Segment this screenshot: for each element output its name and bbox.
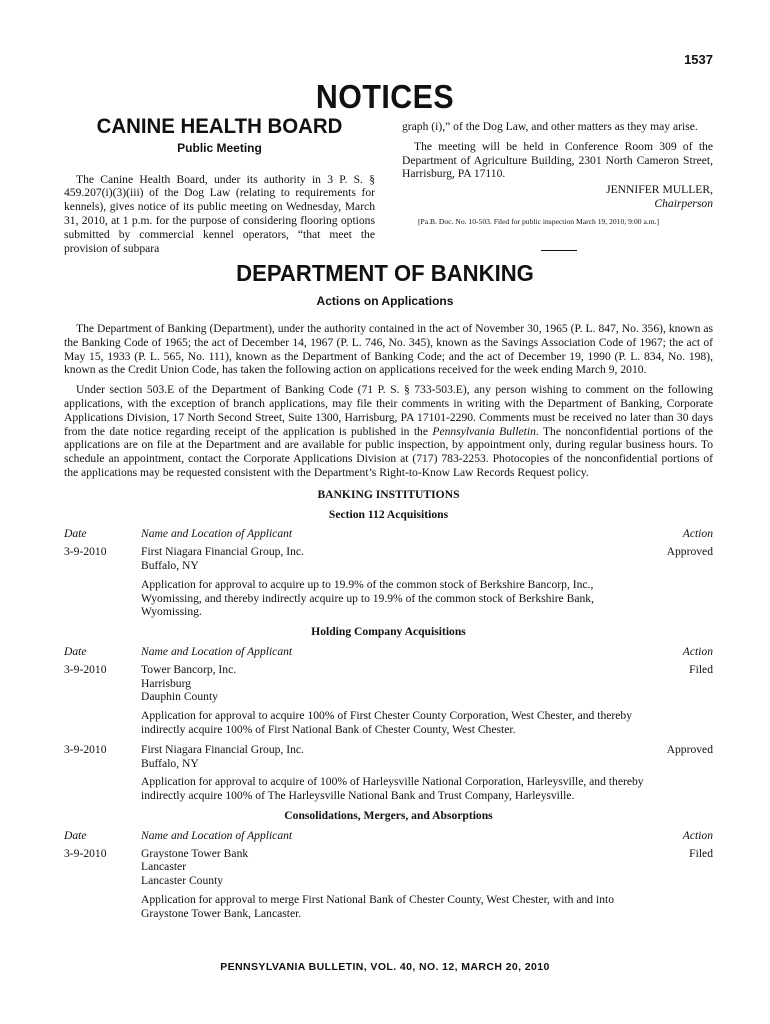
banking-subtitle: Actions on Applications [316,294,454,308]
applicant-line: Buffalo, NY [141,558,199,572]
entry-date: 3-9-2010 [64,545,107,559]
sections-container [64,508,713,921]
canine-paragraph-1: The Canine Health Board, under its authority in 3 P. S. § 459.207(i)(3)(iii) of the Dog Law (relating to requirements for kennels), gives notice of its public meeting on Wednesday, March 31, 2010, at 1 p.m. for the purpose of considering flooring options submitted by commercial kennel operators, “that meet the provision of subpara [64,172,375,255]
entry-description: Application for approval to merge First National Bank of Chester County, West Chester, with and into Graystone Tower Bank, Lancaster. [141,892,615,920]
applicant-line: Lancaster [141,860,187,874]
column-header-row [64,645,713,659]
doc-note: [Pa.B. Doc. No. 10-503. Filed for public inspection March 19, 2010, 9:00 a.m.] [418,216,660,226]
column-header-name: Name and Location of Applicant [141,527,293,541]
application-entry [64,545,713,573]
entry-applicant [141,545,603,573]
column-header-date: Date [64,644,87,658]
banking-paragraph-2 [64,383,713,480]
column-header-name: Name and Location of Applicant [141,644,293,658]
applicant-line: Harrisburg [141,676,192,690]
signer-name: JENNIFER MULLER, [606,183,713,197]
section-title: Consolidations, Mergers, and Absorptions [284,808,493,822]
application-entry [64,847,713,888]
application-entry [64,743,713,771]
page-footer: PENNSYLVANIA BULLETIN, VOL. 40, NO. 12, MARCH 20, 2010 [220,961,550,973]
banking-paragraph-1: The Department of Banking (Department), under the authority contained in the act of November 30, 1965 (P. L. 847, No. 356), known as the Banking Code of 1965; the act of December 14, 1967 (P. L. 746, No. 345), known as the Savings Association Code of 1967; the act of May 15, 1933 (P. L. 565, No. 111), known as the Department of Banking Code; and the act of December 19, 1990 (P. L. 834, No. 198), known as the Credit Union Code, has taken the following action on applications received for the week ending March 9, 2010. [64,322,713,377]
column-header-row [64,829,713,843]
entry-date: 3-9-2010 [64,742,107,756]
entry-applicant [141,743,603,771]
signer-title: Chairperson [654,196,713,210]
canine-left-column [64,114,375,255]
applicant-line: First Niagara Financial Group, Inc. [141,545,304,559]
institutions-heading: BANKING INSTITUTIONS [317,487,460,501]
applicant-line: Dauphin County [141,690,218,704]
paragraph-2-italic: Pennsylvania Bulletin [432,424,536,438]
application-entry [64,663,713,704]
entry-applicant [141,847,603,888]
banking-body [64,322,713,926]
canine-right-column [402,120,713,251]
column-header-action: Action [682,527,713,541]
entry-action: Approved [666,545,713,559]
entry-action: Filed [689,662,713,676]
section-title: Holding Company Acquisitions [311,625,466,639]
paragraph-2-part-a: Under section 503.E of the Department of Banking Code (71 P. S. § 733-503.E), any person wishing to comment on the following applications, with the exception of branch applications, may file their comments in writing with the Department of Banking, Corporate Applications Division, 17 North Second Street, Suite 1300, Harrisburg, PA 17101-2290. Comments must be received no later than 30 days from the date notice regarding receipt of the application is published in the [64,383,713,438]
entry-date: 3-9-2010 [64,662,107,676]
column-header-date: Date [64,527,87,541]
column-header-action: Action [682,644,713,658]
canine-board-subtitle: Public Meeting [177,140,262,155]
paragraph-2-part-b: . The nonconfidential portions of the applications are on file at the Department and are available for public inspection, by appointment only, during regular business hours. To schedule an appointment, contact the Corporate Applications Division at (717) 783-2253. Photocopies of the nonconfidential portions of the applications may be requested consistent with the Department’s Right-to-Know Law Records Request policy. [64,424,714,479]
applicant-line: First Niagara Financial Group, Inc. [141,742,304,756]
column-header-name: Name and Location of Applicant [141,828,293,842]
page-number: 1537 [684,52,713,67]
column-header-date: Date [64,828,87,842]
section-header: NOTICES [315,78,455,115]
banking-title: DEPARTMENT OF BANKING [236,260,534,286]
entry-action: Filed [689,846,713,860]
applicant-line: Graystone Tower Bank [141,846,249,860]
column-header-row [64,527,713,541]
entry-date: 3-9-2010 [64,846,107,860]
applicant-line: Tower Bancorp, Inc. [141,662,237,676]
entry-action: Approved [666,742,713,756]
applicant-line: Lancaster County [141,874,224,888]
canine-board-title: CANINE HEALTH BOARD [96,114,343,138]
canine-paragraph-1-continued: graph (i),” of the Dog Law, and other matters as they may arise. [402,120,698,133]
entry-description: Application for approval to acquire of 100% of Harleysville National Corporation, Harleysville, and thereby indirectly acquire 100% of The Harleysville National Bank and Trust Company, Harleysville. [141,775,644,803]
entry-description: Application for approval to acquire 100% of First Chester County Corporation, West Chester, and thereby indirectly acquire 100% of First National Bank of Chester County, West Chester. [141,709,633,736]
column-header-action: Action [682,828,713,842]
entry-description: Application for approval to acquire up to 19.9% of the common stock of Berkshire Bancorp, Inc., Wyomissing, and thereby indirectly acquire up to 19.9% of the common stock of Berkshire Bank, Wyomissing. [141,577,594,619]
divider-rule [541,250,577,251]
canine-paragraph-2: The meeting will be held in Conference Room 309 of the Department of Agriculture Building, 2301 North Cameron Street, Harrisburg, PA 17110. [402,139,713,181]
entry-applicant [141,663,603,704]
applicant-line: Buffalo, NY [141,756,199,770]
section-title: Section 112 Acquisitions [328,507,449,521]
